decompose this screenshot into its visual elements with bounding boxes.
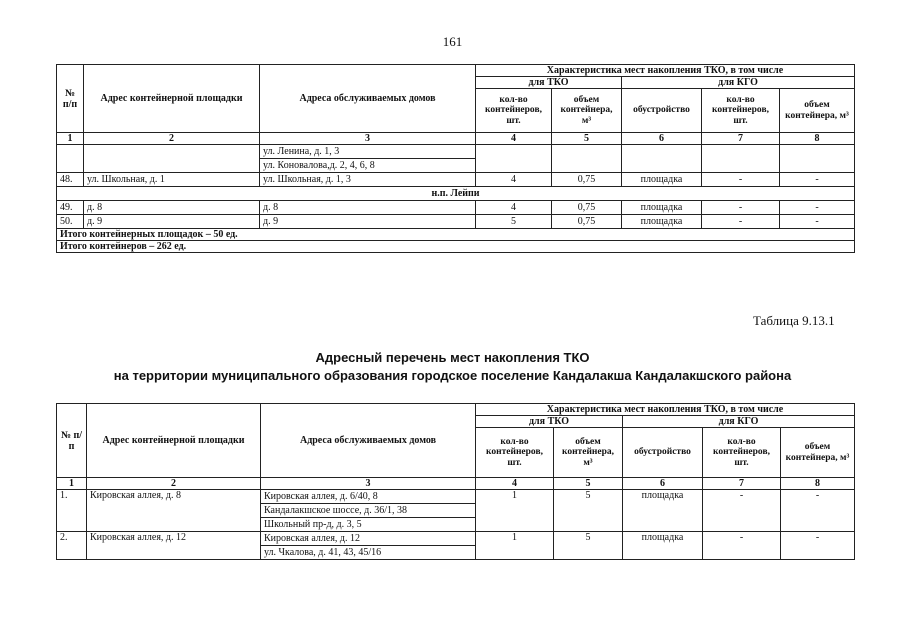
table-row xyxy=(57,173,855,187)
section-title: н.п. Лейпи xyxy=(57,187,855,201)
row-no: 2. xyxy=(57,532,87,560)
equipment-cell: площадка xyxy=(623,532,703,560)
equipment-cell: площадка xyxy=(623,490,703,532)
header-volume: объем контейнера, м³ xyxy=(554,428,623,478)
volume-cell: 0,75 xyxy=(552,215,622,229)
address-cell: Кировская аллея, д. 8 xyxy=(87,490,261,532)
houses-cell: д. 8 xyxy=(260,201,476,215)
address-cell: ул. Школьная, д. 1 xyxy=(84,173,260,187)
row-no: 49. xyxy=(57,201,84,215)
header-volume-kgo: объем контейнера, м³ xyxy=(780,89,855,133)
col-number: 3 xyxy=(260,133,476,145)
header-volume: объем контейнера, м³ xyxy=(552,89,622,133)
header-no: № п/п xyxy=(57,65,84,133)
col-number: 5 xyxy=(554,478,623,490)
total-row xyxy=(57,229,855,241)
houses-cell: Кировская аллея, д. 12 xyxy=(261,532,476,546)
col-number: 1 xyxy=(57,478,87,490)
header-tko: для ТКО xyxy=(476,77,622,89)
col-number: 7 xyxy=(702,133,780,145)
header-count: кол-во контейнеров, шт. xyxy=(476,89,552,133)
header-houses: Адреса обслуживаемых домов xyxy=(260,65,476,133)
col-number: 5 xyxy=(552,133,622,145)
table-row xyxy=(57,532,855,546)
column-numbers-row xyxy=(57,478,855,490)
col-number: 4 xyxy=(476,478,554,490)
table-containers-top xyxy=(56,64,855,253)
volume-cell: 0,75 xyxy=(552,201,622,215)
document-title: Адресный перечень мест накопления ТКО xyxy=(315,350,590,365)
count-cell: 4 xyxy=(476,173,552,187)
houses-cell: д. 9 xyxy=(260,215,476,229)
header-no: № п/п xyxy=(57,404,87,478)
volume-cell: 0,75 xyxy=(552,173,622,187)
col-number: 2 xyxy=(87,478,261,490)
col-number: 3 xyxy=(261,478,476,490)
page-number: 161 xyxy=(442,34,463,49)
row-no: 48. xyxy=(57,173,84,187)
count-kgo-cell: - xyxy=(702,215,780,229)
header-kgo: для КГО xyxy=(622,77,855,89)
equipment-cell: площадка xyxy=(622,173,702,187)
volume-kgo-cell: - xyxy=(780,201,855,215)
header-equipment: обустройство xyxy=(622,89,702,133)
volume-cell: 5 xyxy=(554,532,623,560)
header-characteristics: Характеристика мест накопления ТКО, в том числе xyxy=(476,65,855,77)
houses-cell: ул. Чкалова, д. 41, 43, 45/16 xyxy=(261,546,476,560)
count-cell: 1 xyxy=(476,490,554,532)
count-kgo-cell: - xyxy=(703,532,781,560)
section-row xyxy=(57,187,855,201)
row-no: 1. xyxy=(57,490,87,532)
header-count-kgo: кол-во контейнеров, шт. xyxy=(702,89,780,133)
header-address: Адрес контейнерной площадки xyxy=(84,65,260,133)
address-cell: д. 9 xyxy=(84,215,260,229)
table-row xyxy=(57,201,855,215)
col-number: 1 xyxy=(57,133,84,145)
volume-cell: 5 xyxy=(554,490,623,532)
row-no: 50. xyxy=(57,215,84,229)
header-count-kgo: кол-во контейнеров, шт. xyxy=(703,428,781,478)
table-row xyxy=(57,145,855,159)
houses-cell: Кировская аллея, д. 6/40, 8 xyxy=(261,490,476,504)
equipment-cell: площадка xyxy=(622,201,702,215)
count-cell: 1 xyxy=(476,532,554,560)
volume-kgo-cell: - xyxy=(780,215,855,229)
col-number: 8 xyxy=(781,478,855,490)
header-address: Адрес контейнерной площадки xyxy=(87,404,261,478)
total-sites: Итого контейнерных площадок – 50 ед. xyxy=(57,229,855,241)
header-characteristics: Характеристика мест накопления ТКО, в том числе xyxy=(476,404,855,416)
houses-cell: ул. Коновалова,д. 2, 4, 6, 8 xyxy=(260,159,476,173)
col-number: 7 xyxy=(703,478,781,490)
header-count: кол-во контейнеров, шт. xyxy=(476,428,554,478)
houses-cell: Школьный пр-д, д. 3, 5 xyxy=(261,518,476,532)
header-volume-kgo: объем контейнера, м³ xyxy=(781,428,855,478)
table-row xyxy=(57,490,855,504)
equipment-cell: площадка xyxy=(622,215,702,229)
count-kgo-cell: - xyxy=(702,201,780,215)
houses-cell: ул. Школьная, д. 1, 3 xyxy=(260,173,476,187)
table-caption: Таблица 9.13.1 xyxy=(753,313,835,328)
address-cell: д. 8 xyxy=(84,201,260,215)
total-row xyxy=(57,241,855,253)
table-row xyxy=(57,215,855,229)
col-number: 8 xyxy=(780,133,855,145)
houses-cell: Кандалакшское шоссе, д. 36/1, 38 xyxy=(261,504,476,518)
header-tko: для ТКО xyxy=(476,416,623,428)
table-containers-kandalaksha xyxy=(56,403,855,560)
houses-cell: ул. Ленина, д. 1, 3 xyxy=(260,145,476,159)
volume-kgo-cell: - xyxy=(781,532,855,560)
address-cell: Кировская аллея, д. 12 xyxy=(87,532,261,560)
volume-kgo-cell: - xyxy=(781,490,855,532)
header-houses: Адреса обслуживаемых домов xyxy=(261,404,476,478)
col-number: 6 xyxy=(623,478,703,490)
count-cell: 4 xyxy=(476,201,552,215)
header-equipment: обустройство xyxy=(623,428,703,478)
column-numbers-row xyxy=(57,133,855,145)
count-cell: 5 xyxy=(476,215,552,229)
col-number: 4 xyxy=(476,133,552,145)
count-kgo-cell: - xyxy=(703,490,781,532)
header-kgo: для КГО xyxy=(623,416,855,428)
document-subtitle: на территории муниципального образования городское поселение Кандалакша Кандалакшского района xyxy=(113,368,792,383)
volume-kgo-cell: - xyxy=(780,173,855,187)
col-number: 2 xyxy=(84,133,260,145)
count-kgo-cell: - xyxy=(702,173,780,187)
col-number: 6 xyxy=(622,133,702,145)
total-containers: Итого контейнеров – 262 ед. xyxy=(57,241,855,253)
